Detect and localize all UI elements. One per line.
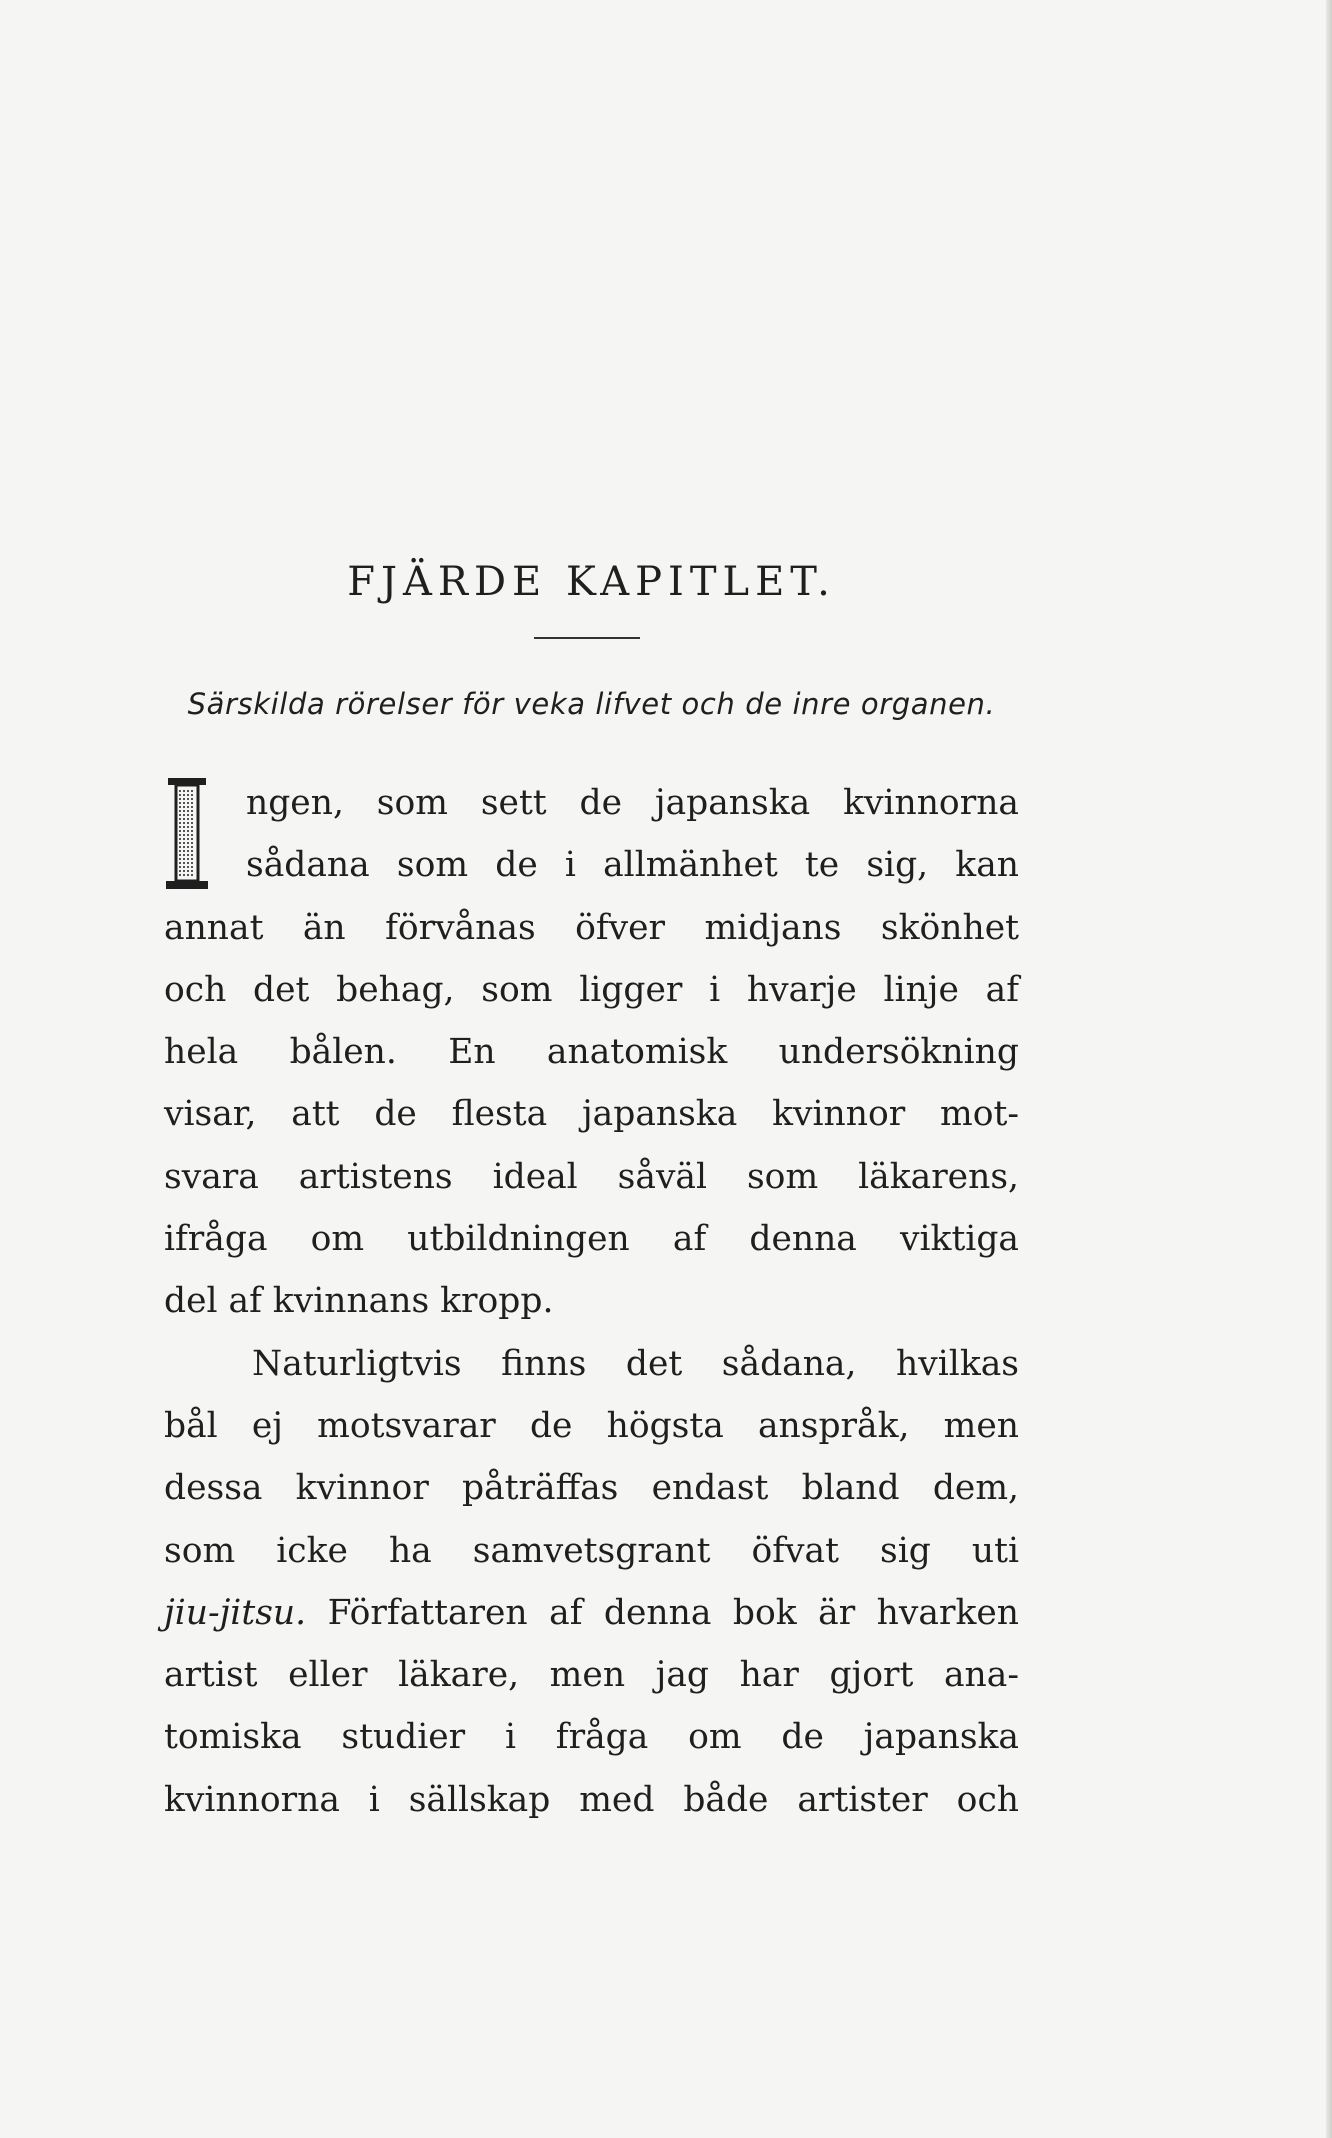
text-line: svara artistens ideal såväl som läkarens, [164, 1156, 1019, 1197]
text-line: annat än förvånas öfver midjans skönhet [164, 907, 1019, 948]
italic-term: jiu-jitsu. [164, 1592, 307, 1633]
text-line: sådana som de i allmänhet te sig, kan [246, 845, 1019, 886]
text-line: del af kvinnans kropp. [164, 1281, 554, 1322]
text-line: kvinnorna i sällskap med både artister och [164, 1779, 1019, 1820]
text-line: som icke ha samvetsgrant öfvat sig uti [164, 1530, 1019, 1571]
chapter-title: FJÄRDE KAPITLET. [347, 559, 836, 605]
text-line: och det behag, som ligger i hvarje linje af [164, 969, 1019, 1010]
text-line: hela bålen. En anatomisk undersökning [164, 1032, 1019, 1073]
text-line: ifråga om utbildningen af denna viktiga [164, 1219, 1019, 1260]
text-line: visar, att de flesta japanska kvinnor mot- [164, 1094, 1019, 1135]
text-fragment: Författaren af denna bok är hvarken [306, 1592, 1019, 1633]
text-line: Naturligtvis finns det sådana, hvilkas [252, 1343, 1019, 1384]
text-line: tomiska studier i fråga om de japanska [164, 1717, 1019, 1758]
body-text [164, 772, 1019, 1831]
text-line: bål ej motsvarar de högsta anspråk, men [164, 1405, 1019, 1446]
page-edge [1326, 0, 1332, 2138]
text-line-mixed [164, 1582, 1019, 1644]
text-line: dessa kvinnor påträffas endast bland dem, [164, 1468, 1019, 1509]
title-rule [534, 637, 640, 639]
text-line: ngen, som sett de japanska kvinnorna [246, 783, 1019, 823]
chapter-subtitle: Särskilda rörelser för veka lifvet och de inre organen. [187, 687, 996, 721]
drop-cap-letter: I [187, 836, 188, 837]
text-line: artist eller läkare, men jag har gjort ana- [164, 1655, 1019, 1696]
